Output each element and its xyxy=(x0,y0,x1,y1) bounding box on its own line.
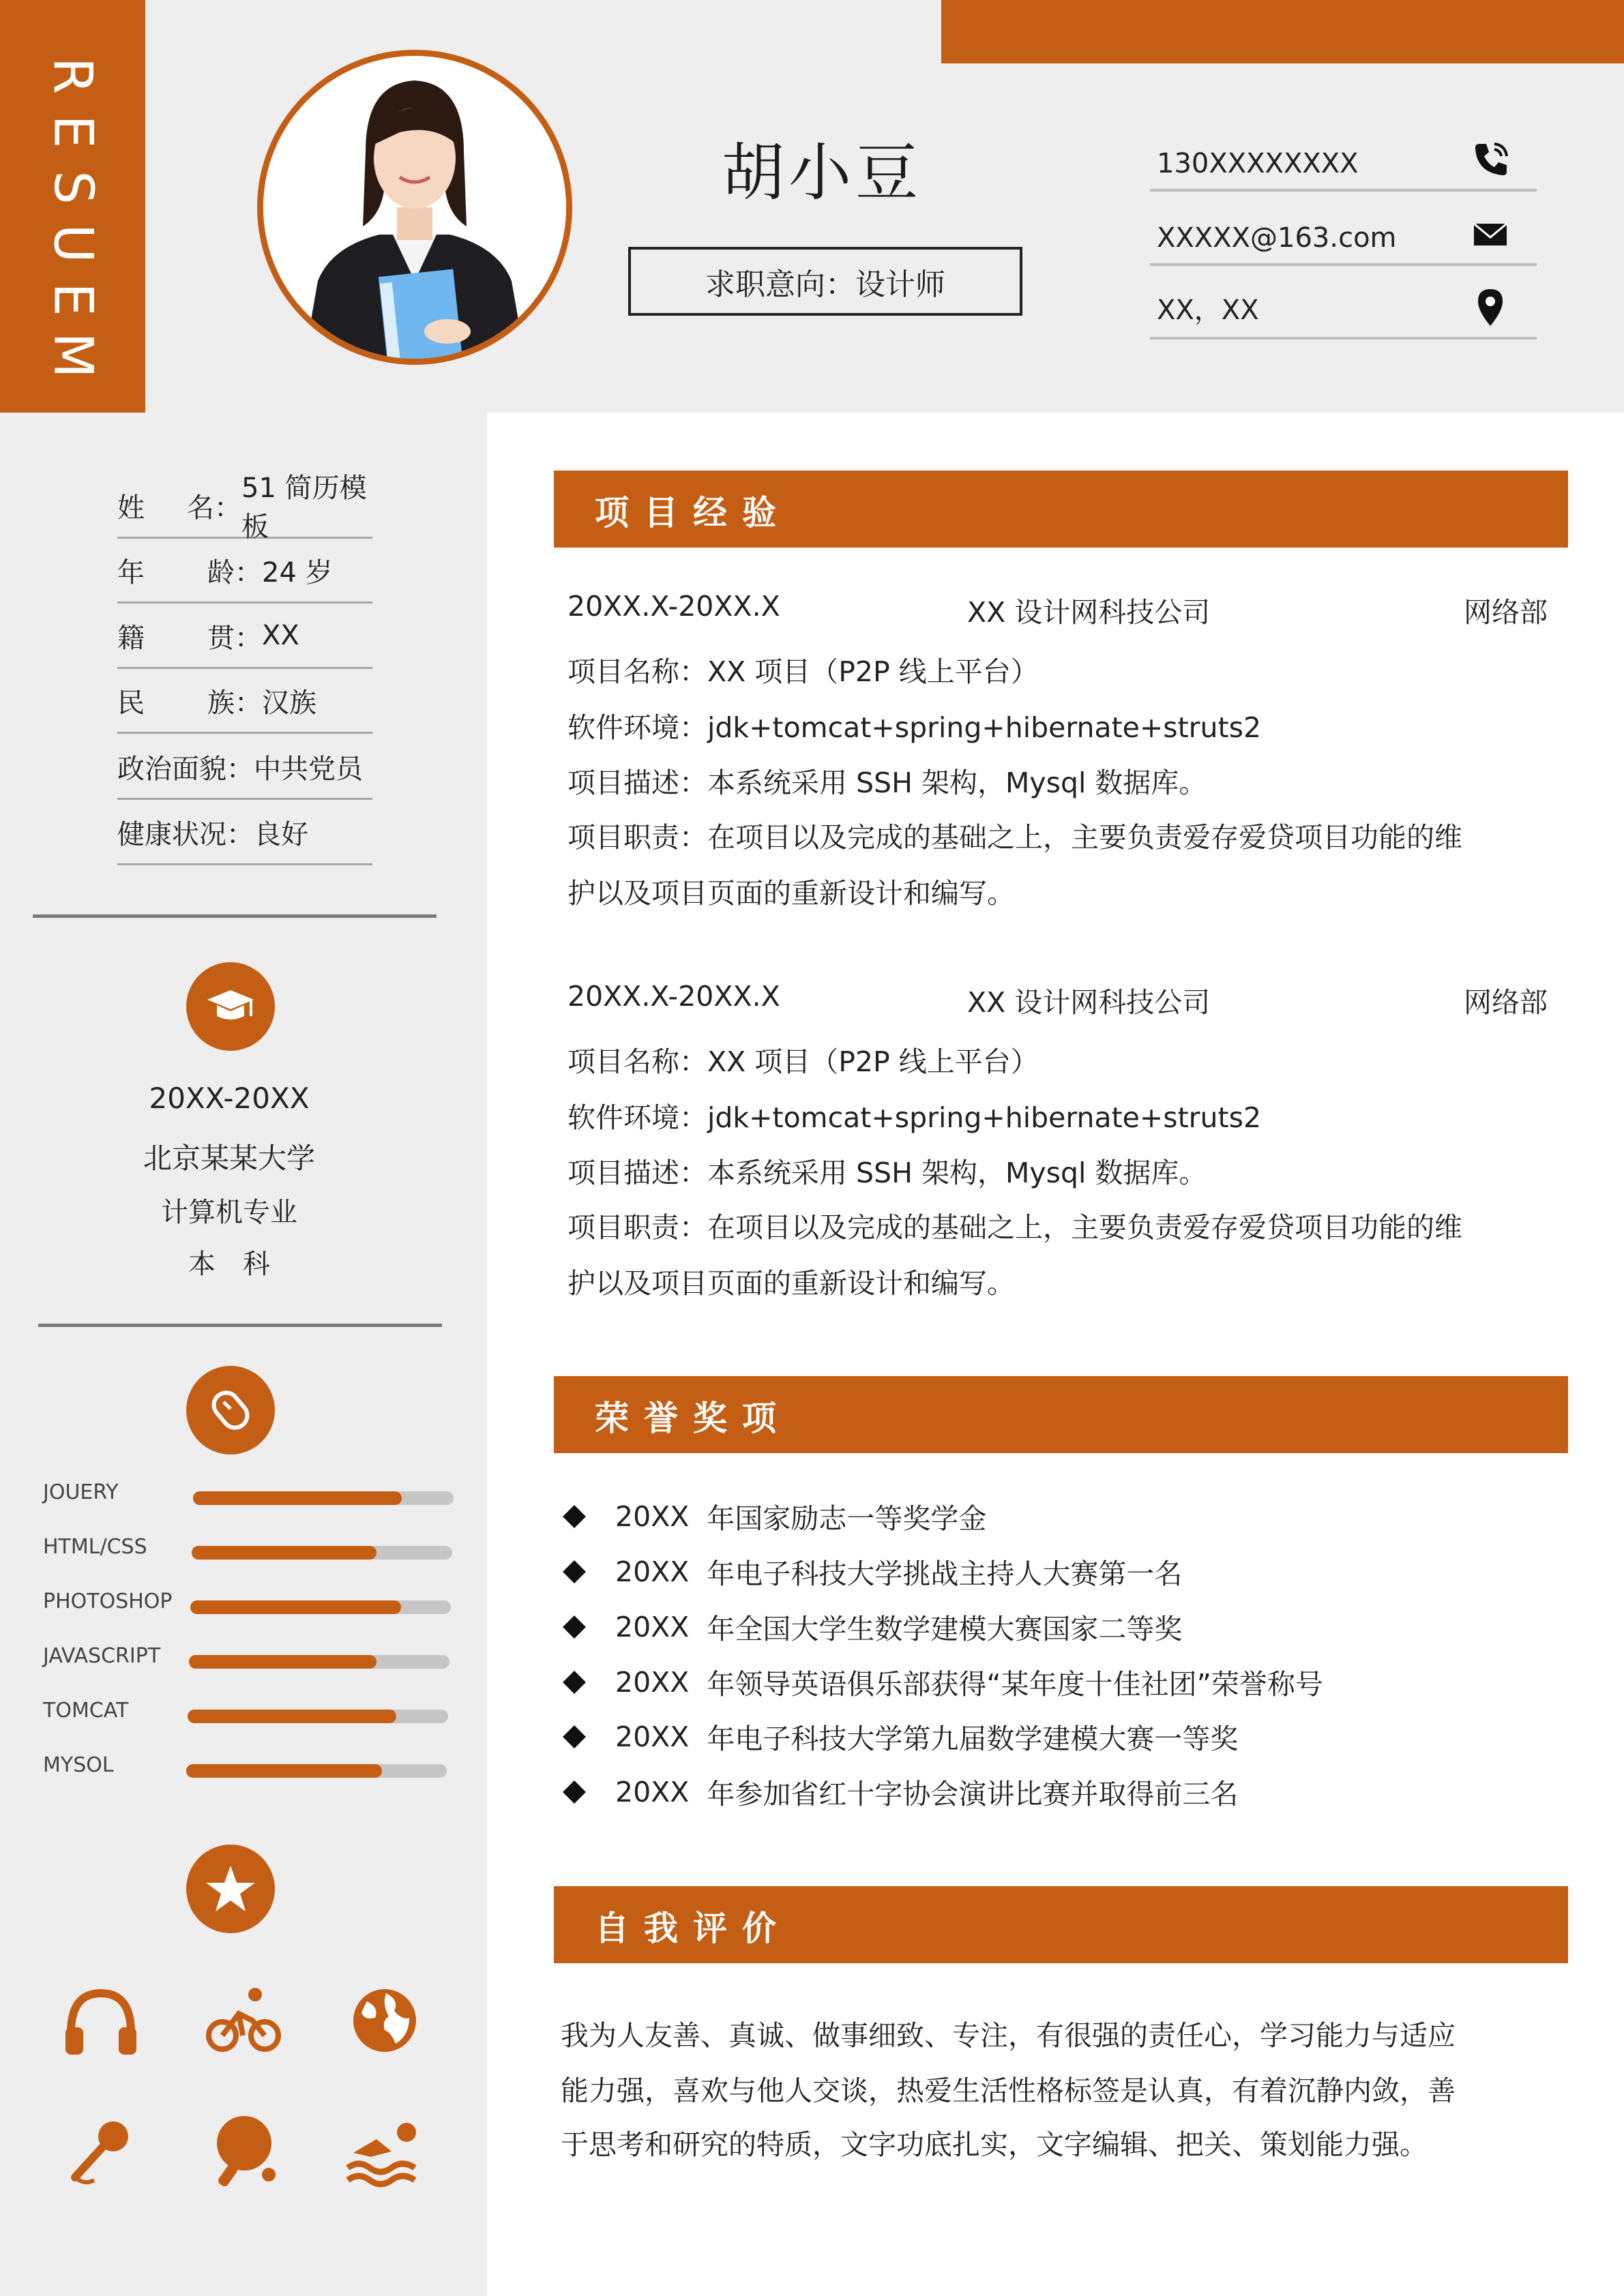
person-illustration xyxy=(263,56,566,359)
info-value: 51 简历模板 xyxy=(241,473,367,543)
honor-item: 20XX 年国家励志一等奖学金 xyxy=(562,1496,986,1536)
graduation-cap-icon xyxy=(203,979,258,1034)
resume-letter: E xyxy=(42,282,104,316)
globe-icon xyxy=(344,1980,426,2061)
info-label: 年 龄： xyxy=(117,556,262,588)
project-line: 软件环境：jdk+tomcat+spring+hibernate+struts2 xyxy=(567,1101,1262,1134)
job-intent-text: 求职意向：设计师 xyxy=(705,267,945,302)
education-school: 北京某某大学 xyxy=(143,1142,315,1175)
contact-email-row xyxy=(1150,194,1537,266)
skill-bar-track xyxy=(188,1710,448,1723)
resume-letter: U xyxy=(42,224,104,263)
info-row-ethnicity xyxy=(117,669,372,734)
info-label: 姓 名： xyxy=(117,492,242,524)
contact-phone-text: 130XXXXXXXX xyxy=(1157,148,1359,179)
contact-location-text: XX，XX xyxy=(1157,295,1259,326)
project-company: XX 设计网科技公司 xyxy=(967,986,1211,1019)
honors-section-header xyxy=(554,1376,1568,1453)
project-line: 护以及项目页面的重新设计和编写。 xyxy=(567,877,1015,910)
education-period: 20XX-20XX xyxy=(149,1082,310,1115)
ping-pong-icon xyxy=(202,2109,284,2191)
diamond-bullet-icon xyxy=(563,1615,586,1639)
skill-bar-track xyxy=(193,1491,454,1505)
self-eval-section-title: 自我评价 xyxy=(595,1909,791,1948)
info-row-name xyxy=(117,473,372,543)
education-degree: 本 科 xyxy=(188,1249,270,1280)
skill-name: JAVASCRIPT xyxy=(43,1644,161,1668)
info-row-hometown xyxy=(117,604,372,669)
skill-bar-fill xyxy=(189,1655,377,1669)
honor-item: 20XX 年领导英语俱乐部获得“某年度十佳社团”荣誉称号 xyxy=(562,1662,1323,1702)
info-value: 良好 xyxy=(254,818,308,850)
skill-name: TOMCAT xyxy=(43,1699,129,1723)
contact-location-row xyxy=(1150,268,1537,340)
swimming-icon xyxy=(344,2109,426,2191)
microphone-icon xyxy=(60,2109,142,2191)
info-label: 健康状况： xyxy=(117,818,254,850)
project-line: 项目名称：XX 项目（P2P 线上平台） xyxy=(567,655,1039,688)
self-eval-line: 于思考和研究的特质，文字功底扎实，文字编辑、把关、策划能力强。 xyxy=(561,2128,1428,2161)
honor-item: 20XX 年电子科技大学挑战主持人大赛第一名 xyxy=(562,1551,1182,1592)
info-value: 中共党员 xyxy=(254,753,363,785)
contact-phone-row xyxy=(1150,120,1537,192)
skill-bar-track xyxy=(190,1600,451,1614)
phone-icon xyxy=(1470,138,1511,179)
resume-letter: R xyxy=(42,57,104,95)
honor-item: 20XX 年电子科技大学第九届数学建模大赛一等奖 xyxy=(562,1716,1238,1757)
project-line: 护以及项目页面的重新设计和编写。 xyxy=(567,1267,1015,1300)
sidebar-divider xyxy=(38,1324,442,1327)
skill-name: HTML/CSS xyxy=(43,1535,147,1559)
skill-bar-track xyxy=(186,1764,447,1778)
info-row-political xyxy=(117,735,372,800)
info-row-health xyxy=(117,801,372,865)
skills-icon-badge xyxy=(186,1366,275,1455)
info-label: 籍 贯： xyxy=(117,622,262,654)
skill-bar-fill xyxy=(188,1710,396,1723)
self-eval-line: 能力强，喜欢与他人交谈，热爱生活性格标签是认真，有着沉静内敛，善 xyxy=(561,2074,1456,2107)
resume-vertical-text xyxy=(0,48,145,383)
sidebar-divider xyxy=(33,914,437,918)
info-value: XX xyxy=(262,620,299,651)
project-dept: 网络部 xyxy=(1464,596,1548,629)
project-period: 20XX.X-20XX.X xyxy=(567,980,780,1013)
skill-bar-fill xyxy=(192,1546,377,1560)
project-line: 项目职责：在项目以及完成的基础之上，主要负责爱存爱贷项目功能的维 xyxy=(567,821,1462,854)
self-eval-section-header xyxy=(554,1886,1568,1963)
projects-section-title: 项目经验 xyxy=(595,493,791,533)
star-icon xyxy=(203,1862,258,1916)
skill-bar-track xyxy=(189,1655,449,1669)
diamond-bullet-icon xyxy=(563,1560,586,1583)
skill-name: PHOTOSHOP xyxy=(43,1590,173,1613)
honor-item: 20XX 年全国大学生数学建模大赛国家二等奖 xyxy=(562,1607,1182,1647)
project-period: 20XX.X-20XX.X xyxy=(567,590,780,623)
resume-letter: S xyxy=(42,170,104,205)
cycling-icon xyxy=(202,1980,284,2061)
project-company: XX 设计网科技公司 xyxy=(967,596,1211,629)
info-value: 24 岁 xyxy=(262,556,333,588)
education-major: 计算机专业 xyxy=(161,1197,297,1228)
diamond-bullet-icon xyxy=(563,1725,586,1748)
info-label: 政治面貌： xyxy=(117,753,254,785)
honor-item: 20XX 年参加省红十字协会演讲比赛并取得前三名 xyxy=(562,1772,1238,1812)
diamond-bullet-icon xyxy=(563,1505,586,1528)
project-line: 项目职责：在项目以及完成的基础之上，主要负责爱存爱贷项目功能的维 xyxy=(567,1211,1462,1244)
candidate-name: 胡小豆 xyxy=(721,136,922,209)
resume-letter: M xyxy=(42,332,104,378)
profile-photo xyxy=(257,50,572,365)
job-intent-box xyxy=(628,247,1022,316)
project-line: 项目描述：本系统采用 SSH 架构，Mysql 数据库。 xyxy=(567,766,1207,799)
diamond-bullet-icon xyxy=(563,1671,586,1694)
project-line: 项目描述：本系统采用 SSH 架构，Mysql 数据库。 xyxy=(567,1157,1207,1189)
projects-section-header xyxy=(554,471,1568,548)
mouse-icon xyxy=(203,1383,258,1437)
skill-bar-fill xyxy=(193,1491,402,1505)
skill-name: JOUERY xyxy=(43,1480,119,1504)
info-value: 汉族 xyxy=(262,687,316,719)
project-line: 项目名称：XX 项目（P2P 线上平台） xyxy=(567,1045,1039,1078)
info-label: 民 族： xyxy=(117,687,262,719)
diamond-bullet-icon xyxy=(563,1780,586,1804)
top-accent-bar xyxy=(941,0,1624,63)
headphones-icon xyxy=(60,1980,142,2061)
skill-bar-fill xyxy=(186,1764,382,1778)
project-dept: 网络部 xyxy=(1464,986,1548,1019)
skill-bar-track xyxy=(192,1546,452,1560)
hobbies-icon-badge xyxy=(186,1845,275,1933)
info-row-age xyxy=(117,539,372,603)
skill-name: MYSOL xyxy=(43,1753,114,1777)
self-eval-line: 我为人友善、真诚、做事细致、专注，有很强的责任心，学习能力与适应 xyxy=(561,2019,1456,2052)
resume-letter: E xyxy=(42,115,104,149)
location-pin-icon xyxy=(1470,286,1511,327)
project-line: 软件环境：jdk+tomcat+spring+hibernate+struts2 xyxy=(567,711,1262,744)
skill-bar-fill xyxy=(190,1600,401,1614)
education-icon-badge xyxy=(186,962,275,1051)
mail-icon xyxy=(1470,213,1511,254)
honors-section-title: 荣誉奖项 xyxy=(595,1399,791,1438)
contact-email-text: XXXXX@163.com xyxy=(1157,222,1397,254)
